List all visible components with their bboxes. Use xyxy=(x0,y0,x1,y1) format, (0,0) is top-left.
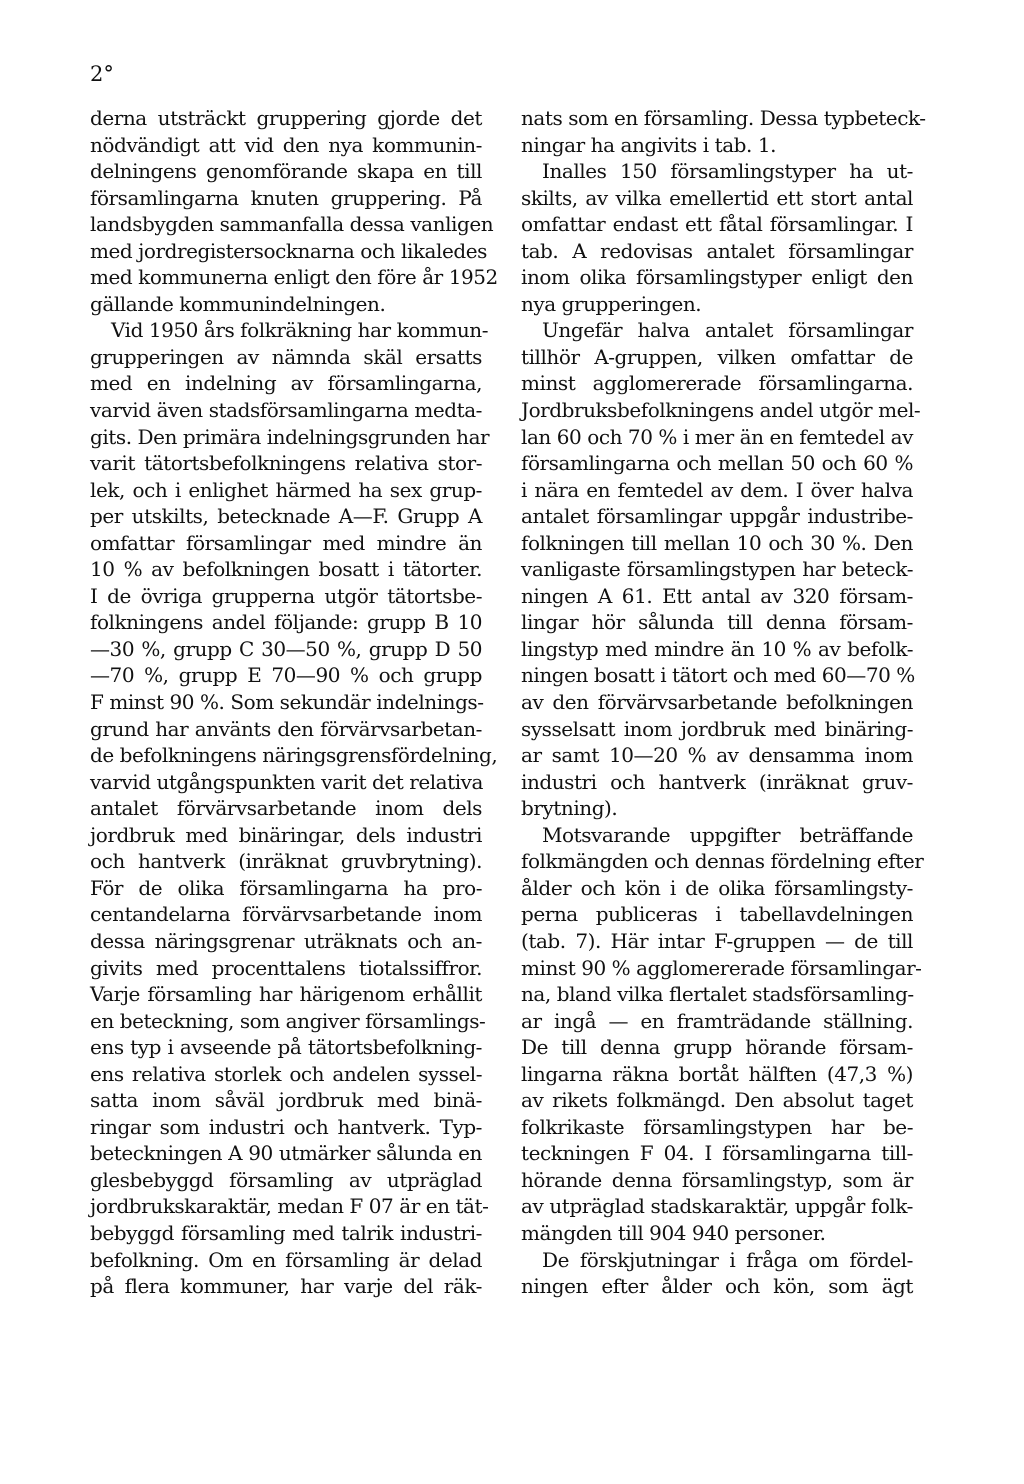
right-text-column xyxy=(521,105,926,1300)
text-line: befolkning. Om en församling är delad xyxy=(90,1247,482,1272)
text-line: med jordregistersocknarna och likaledes xyxy=(90,238,487,263)
text-line: varvid även stadsförsamlingarna medta- xyxy=(90,398,482,423)
text-line: ningar ha angivits i tab. 1. xyxy=(521,132,777,157)
text-line: folkrikaste församlingstypen har be- xyxy=(521,1114,913,1139)
text-line: varvid utgångspunkten varit det relativa xyxy=(90,769,484,794)
text-line: delningens genomförande skapa en till xyxy=(90,159,482,184)
text-line: brytning). xyxy=(521,796,618,821)
text-line: derna utsträckt gruppering gjorde det xyxy=(90,106,482,130)
text-line: hörande denna församlingstyp, som är xyxy=(521,1167,913,1192)
text-line: tab. A redovisas antalet församlingar xyxy=(521,238,913,263)
text-line: nats som en församling. Dessa typbeteck- xyxy=(521,106,926,130)
text-line: jordbruk med binäringar, dels industri xyxy=(90,822,482,847)
text-line: skilts, av vilka emellertid ett stort antal xyxy=(521,185,913,210)
text-line: centandelarna förvärvsarbetande inom xyxy=(90,902,482,927)
page-number: 2° xyxy=(90,62,114,86)
text-line: med kommunerna enligt den före år 1952 xyxy=(90,265,498,290)
text-line: Varje församling har härigenom erhållit xyxy=(90,982,482,1007)
text-line: jordbrukskaraktär, medan F 07 är en tät- xyxy=(90,1194,489,1219)
text-line: Vid 1950 års folkräkning har kommun- xyxy=(111,318,489,343)
text-line: de befolkningens näringsgrensfördelning, xyxy=(90,743,498,768)
text-line: folkningens andel följande: grupp B 10 xyxy=(90,610,482,635)
text-line: minst 90 % agglomererade församlingar- xyxy=(521,955,922,980)
text-line: Inalles 150 församlingstyper ha ut- xyxy=(542,159,913,184)
text-line: —70 %, grupp E 70—90 % och grupp xyxy=(90,663,482,688)
text-line: nödvändigt att vid den nya kommunin- xyxy=(90,132,482,157)
text-line: Motsvarande uppgifter beträffande xyxy=(542,822,913,847)
left-text-column xyxy=(90,105,498,1300)
text-line: gällande kommunindelningen. xyxy=(90,291,386,316)
text-line: på flera kommuner, har varje del räk- xyxy=(90,1274,482,1299)
text-line: I de övriga grupperna utgör tätortsbe- xyxy=(90,583,482,608)
text-line: minst agglomererade församlingarna. xyxy=(521,371,913,396)
text-line: ningen efter ålder och kön, som ägt xyxy=(521,1274,913,1299)
text-line: För de olika församlingarna ha pro- xyxy=(90,875,482,900)
text-line: församlingarna och mellan 50 och 60 % xyxy=(521,451,913,476)
text-line: folkmängden och dennas fördelning efter xyxy=(521,849,924,874)
text-line: landsbygden sammanfalla dessa vanligen xyxy=(90,212,494,237)
text-line: i nära en femtedel av dem. I över halva xyxy=(521,477,913,502)
text-line: grund har använts den förvärvsarbetan- xyxy=(90,716,482,741)
text-line: teckningen F 04. I församlingarna till- xyxy=(521,1141,913,1166)
text-line: lingarna räkna bortåt hälften (47,3 %) xyxy=(521,1061,913,1086)
text-line: 10 % av befolkningen bosatt i tätorter. xyxy=(90,557,482,582)
text-line: De till denna grupp hörande försam- xyxy=(521,1035,913,1060)
text-line: lek, och i enlighet härmed ha sex grup- xyxy=(90,477,482,502)
text-line: lingar hör sålunda till denna försam- xyxy=(521,610,913,635)
text-line: Jordbruksbefolkningens andel utgör mel- xyxy=(521,398,921,423)
text-line: omfattar endast ett fåtal församlingar. I xyxy=(521,212,913,237)
text-line: inom olika församlingstyper enligt den xyxy=(521,265,913,290)
text-line: varit tätortsbefolkningens relativa stor- xyxy=(90,451,482,476)
text-line: De förskjutningar i fråga om fördel- xyxy=(542,1247,913,1272)
text-line: församlingarna knuten gruppering. På xyxy=(90,185,482,210)
text-line: F minst 90 %. Som sekundär indelnings- xyxy=(90,690,484,715)
text-line: lingstyp med mindre än 10 % av befolk- xyxy=(521,636,913,661)
text-line: ningen bosatt i tätort och med 60—70 % xyxy=(521,663,915,688)
text-line: (tab. 7). Här intar F-gruppen — de till xyxy=(521,928,913,953)
text-line: ålder och kön i de olika församlingsty- xyxy=(521,875,913,900)
text-line: vanligaste församlingstypen har beteck- xyxy=(521,557,913,582)
text-line: givits med procenttalens tiotalssiffror. xyxy=(90,955,482,980)
text-line: lan 60 och 70 % i mer än en femtedel av xyxy=(521,424,913,449)
text-line: nya grupperingen. xyxy=(521,291,702,316)
text-line: av den förvärvsarbetande befolkningen xyxy=(521,690,913,715)
text-line: antalet församlingar uppgår industribe- xyxy=(521,504,913,529)
text-line: grupperingen av nämnda skäl ersatts xyxy=(90,344,482,369)
text-line: per utskilts, betecknade A—F. Grupp A xyxy=(90,504,482,529)
text-line: folkningen till mellan 10 och 30 %. Den xyxy=(521,530,913,555)
text-line: ringar som industri och hantverk. Typ- xyxy=(90,1114,482,1139)
text-line: beteckningen A 90 utmärker sålunda en xyxy=(90,1141,482,1166)
text-line: —30 %, grupp C 30—50 %, grupp D 50 xyxy=(90,636,482,661)
text-line: dessa näringsgrenar uträknats och an- xyxy=(90,928,482,953)
text-line: mängden till 904 940 personer. xyxy=(521,1220,826,1245)
text-line: gits. Den primära indelningsgrunden har xyxy=(90,424,490,449)
text-line: tillhör A-gruppen, vilken omfattar de xyxy=(521,344,913,369)
text-line: ar ingå — en framträdande ställning. xyxy=(521,1008,913,1033)
text-line: Ungefär halva antalet församlingar xyxy=(542,318,913,343)
text-line: bebyggd församling med talrik industri- xyxy=(90,1220,482,1245)
text-line: ningen A 61. Ett antal av 320 försam- xyxy=(521,583,913,608)
text-line: och hantverk (inräknat gruvbrytning). xyxy=(90,849,482,874)
text-line: ens relativa storlek och andelen syssel- xyxy=(90,1061,482,1086)
text-line: antalet förvärvsarbetande inom dels xyxy=(90,796,482,821)
text-line: av utpräglad stadskaraktär, uppgår folk- xyxy=(521,1194,913,1219)
text-line: ens typ i avseende på tätortsbefolkning- xyxy=(90,1035,482,1060)
text-line: med en indelning av församlingarna, xyxy=(90,371,482,396)
text-line: industri och hantverk (inräknat gruv- xyxy=(521,769,913,794)
text-line: na, bland vilka flertalet stadsförsamling- xyxy=(521,982,914,1007)
text-line: en beteckning, som angiver församlings- xyxy=(90,1008,486,1033)
text-line: glesbebyggd församling av utpräglad xyxy=(90,1167,482,1192)
text-line: omfattar församlingar med mindre än xyxy=(90,530,482,555)
text-line: satta inom såväl jordbruk med binä- xyxy=(90,1088,482,1113)
text-line: sysselsatt inom jordbruk med binäring- xyxy=(521,716,913,741)
text-line: perna publiceras i tabellavdelningen xyxy=(521,902,913,927)
text-line: av rikets folkmängd. Den absolut taget xyxy=(521,1088,913,1113)
text-line: ar samt 10—20 % av densamma inom xyxy=(521,743,913,768)
